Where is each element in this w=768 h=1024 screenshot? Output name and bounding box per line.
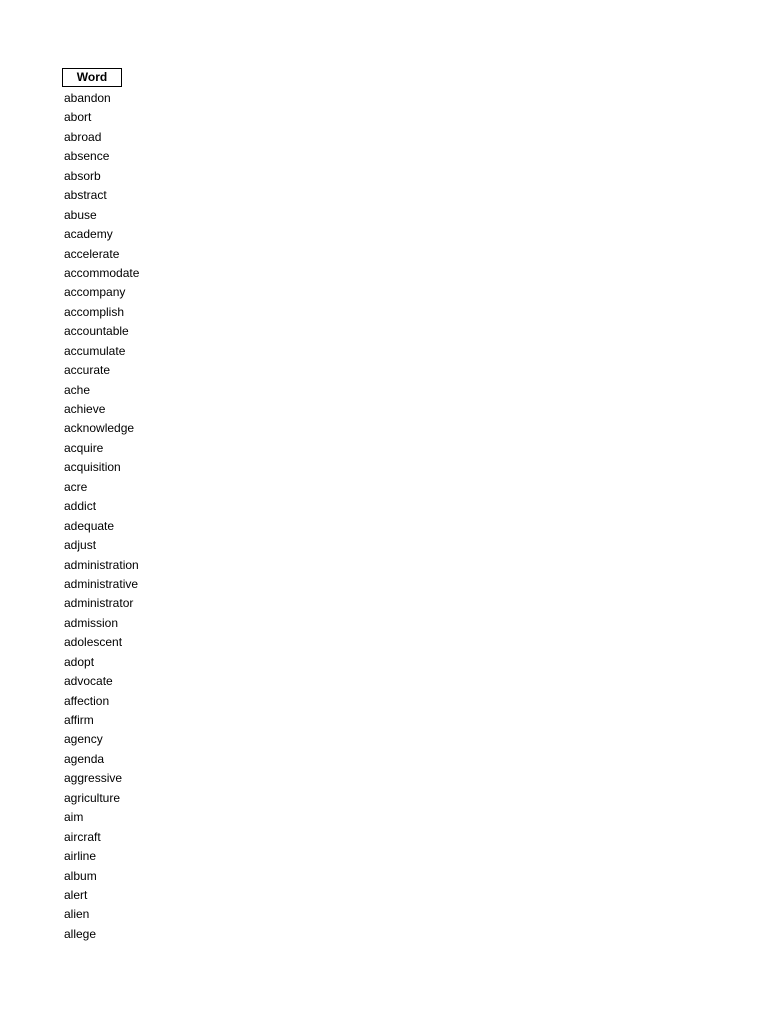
word-cell: achieve	[64, 402, 106, 416]
word-cell: administration	[64, 557, 139, 572]
word-cell: academy	[64, 227, 113, 242]
word-cell: album	[64, 868, 97, 883]
word-cell: adjust	[64, 538, 97, 553]
word-cell: admission	[64, 615, 119, 630]
word-cell: abroad	[64, 129, 102, 144]
word-cell: accelerate	[64, 246, 120, 261]
word-cell: agriculture	[64, 790, 121, 805]
word-cell: alert	[64, 887, 88, 902]
word-cell: ache	[64, 382, 91, 397]
word-cell: affection	[64, 693, 110, 708]
word-cell: agency	[64, 732, 103, 747]
word-cell: acre	[64, 479, 88, 494]
word-cell: administrative	[64, 576, 139, 591]
word-cell: adolescent	[64, 635, 123, 650]
word-list	[62, 89, 139, 944]
word-cell: adequate	[64, 518, 115, 533]
word-cell: absorb	[64, 168, 101, 183]
word-cell: accumulate	[64, 343, 126, 358]
word-cell: accommodate	[64, 265, 140, 280]
word-cell: abstract	[64, 188, 107, 203]
word-cell: acquire	[64, 440, 104, 455]
word-cell: agenda	[64, 751, 105, 766]
word-cell: abort	[64, 110, 92, 125]
word-cell: aggressive	[64, 771, 123, 786]
word-cell: accountable	[64, 324, 129, 339]
word-cell: addict	[64, 499, 97, 514]
word-cell: accurate	[64, 363, 111, 378]
word-table	[62, 68, 139, 944]
word-cell: accomplish	[64, 304, 125, 319]
word-cell: advocate	[64, 674, 113, 689]
word-cell: allege	[64, 926, 97, 941]
word-cell: acquisition	[64, 460, 121, 475]
word-cell: administrator	[64, 596, 134, 611]
word-cell: affirm	[64, 713, 94, 727]
column-header-word: Word	[62, 68, 122, 87]
word-cell: accompany	[64, 285, 126, 300]
word-cell: airline	[64, 849, 97, 864]
word-cell: alien	[64, 907, 90, 922]
word-cell: adopt	[64, 654, 95, 669]
word-cell: acknowledge	[64, 421, 135, 436]
word-cell: aircraft	[64, 829, 101, 844]
word-cell: absence	[64, 149, 110, 164]
word-cell: abandon	[64, 91, 111, 105]
word-cell: abuse	[64, 207, 97, 222]
word-cell: aim	[64, 810, 84, 825]
